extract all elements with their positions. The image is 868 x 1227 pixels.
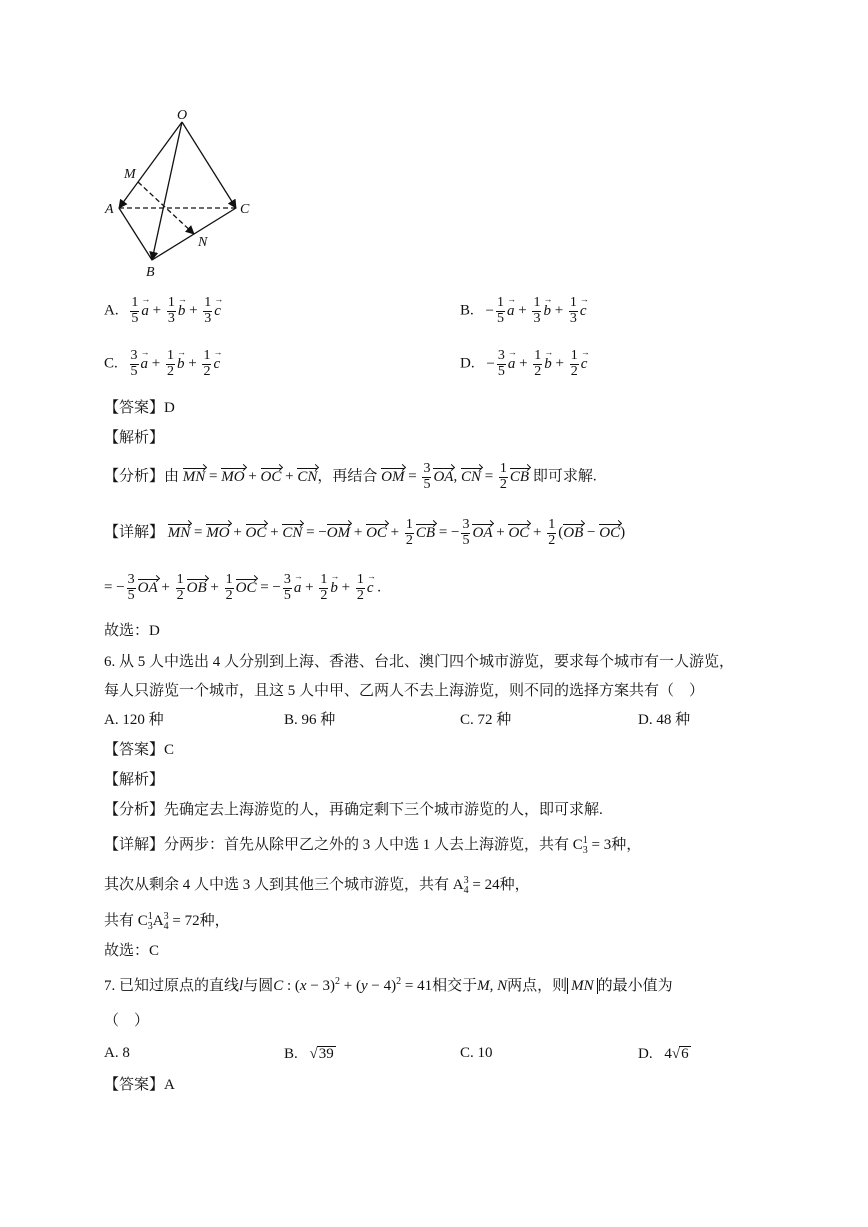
q5-xiangjie-line2: = − $\frac{3}{5}$ OA + $\frac{1}{2}$ OB + $\frac{1}{2}$ OC = − $\frac{3}{5}$ a → + $\frac{1}{2}$ b → + $\frac{1}{2}$ c → .	[104, 573, 381, 603]
q7-stem-line1: 7. 已知过原点的直线l与圆C : $(x - 3)^2 + (y - 4)^2 = 41$相交于M, N两点，则 MN 的最小值为	[104, 976, 673, 994]
label-C: C	[240, 202, 250, 217]
stem-text: 7. 已知过原点的直线	[104, 978, 240, 994]
q5-answer: 【答案】D	[104, 400, 175, 416]
option-letter: A.	[104, 302, 119, 319]
q6-xiangjie-line2: 其次从剩余 4 人中选 3 人到其他三个城市游览，共有 $A^3_4 = 24$种，	[104, 875, 530, 896]
xiangjie-text: 种，	[199, 913, 230, 929]
q6-xiangjie-line3: 共有 $C^1_3A^3_4 = 72$种，	[104, 911, 230, 932]
q5-option-b[interactable]: B. − $\frac{1}{5}$ a → + $\frac{1}{3}$ b → + $\frac{1}{3}$ c →	[460, 296, 587, 326]
xiangjie-text: 种，	[611, 837, 642, 853]
xiangjie-text: 其次从剩余 4 人中选 3 人到其他三个城市游览，共有	[104, 877, 450, 893]
q5-xiangjie-line1: 【详解】 MN = MO + OC + CN = −OM + OC + $\frac{1}{2}$ CB = − $\frac{3}{5}$ OA + OC + $\frac{1}{2}$ (OB − OC)	[104, 517, 626, 548]
fenxi-label: 【分析】	[104, 468, 165, 485]
option-letter: D.	[638, 1046, 653, 1062]
tetrahedron-figure	[100, 100, 270, 285]
q5-option-d[interactable]: D. − $\frac{3}{5}$ a → + $\frac{1}{2}$ b → + $\frac{1}{2}$ c →	[460, 349, 587, 379]
q5-fenxi: 【分析】由 MN = MO + OC + CN，再结合 OM = $\frac{3}{5}$ OA, CN = $\frac{1}{2}$ CB 即可求解.	[104, 461, 597, 492]
stem-text: 与圆	[243, 978, 274, 994]
q5-option-a[interactable]: A. $\frac{1}{5}$ a → + $\frac{1}{3}$ b → + $\frac{1}{3}$ c →	[104, 296, 221, 326]
q6-fenxi: 【分析】先确定去上海游览的人，再确定剩下三个城市游览的人，即可求解.	[104, 802, 603, 818]
label-M: M	[124, 167, 136, 182]
xiangjie-text: 共有	[104, 913, 135, 929]
q6-answer: 【答案】C	[104, 742, 175, 758]
q5-final: 故选：D	[104, 623, 160, 639]
xiangjie-text: 种，	[499, 877, 530, 893]
q5-analysis-heading: 【解析】	[104, 430, 165, 446]
option-letter: C.	[104, 355, 118, 372]
fenxi-text: 即可求解.	[532, 468, 597, 485]
stem-text: 相交于	[432, 978, 478, 994]
stem-text: 两点，则	[507, 978, 568, 994]
edge-AB	[119, 208, 152, 260]
xiangjie-label: 【详解】	[104, 524, 165, 541]
option-letter: B.	[460, 302, 474, 319]
q6-stem-line1: 6. 从 5 人中选出 4 人分别到上海、香港、台北、澳门四个城市游览，要求每个城市有一人游览，	[104, 654, 735, 670]
q6-stem-line2: 每人只游览一个城市，且这 5 人中甲、乙两人不去上海游览，则不同的选择方案共有（ ）	[104, 683, 705, 699]
q5-option-c[interactable]: C. $\frac{3}{5}$ a → + $\frac{1}{2}$ b → + $\frac{1}{2}$ c →	[104, 349, 220, 379]
q7-option-d[interactable]: D. 4√6	[638, 1046, 689, 1062]
fenxi-text: 由	[164, 468, 180, 485]
option-letter: D.	[460, 355, 475, 372]
q7-option-b[interactable]: B. √39	[284, 1046, 334, 1062]
q7-option-a[interactable]: A. 8	[104, 1045, 130, 1061]
q6-option-a[interactable]: A. 120 种	[104, 712, 164, 728]
edge-OC	[182, 122, 236, 208]
q7-answer: 【答案】A	[104, 1077, 175, 1093]
q6-xiangjie-line1: 【详解】分两步：首先从除甲乙之外的 3 人中选 1 人去上海游览，共有 $C^1_3 = 3$种，	[104, 835, 642, 856]
label-O: O	[177, 108, 188, 123]
q7-option-c[interactable]: C. 10	[460, 1045, 493, 1061]
fenxi-text: ，再结合	[317, 468, 378, 485]
q6-option-b[interactable]: B. 96 种	[284, 712, 336, 728]
option-letter: B.	[284, 1046, 298, 1062]
label-N: N	[198, 235, 208, 250]
q6-option-d[interactable]: D. 48 种	[638, 712, 691, 728]
xiangjie-text: 【详解】分两步：首先从除甲乙之外的 3 人中选 1 人去上海游览，共有	[104, 837, 570, 853]
q7-stem-paren: （ ）	[104, 1013, 150, 1029]
q6-final: 故选：C	[104, 943, 160, 959]
q6-analysis-heading: 【解析】	[104, 772, 165, 788]
label-A: A	[105, 202, 114, 217]
stem-text: 的最小值为	[597, 978, 673, 994]
q6-option-c[interactable]: C. 72 种	[460, 712, 512, 728]
label-B: B	[146, 265, 155, 280]
